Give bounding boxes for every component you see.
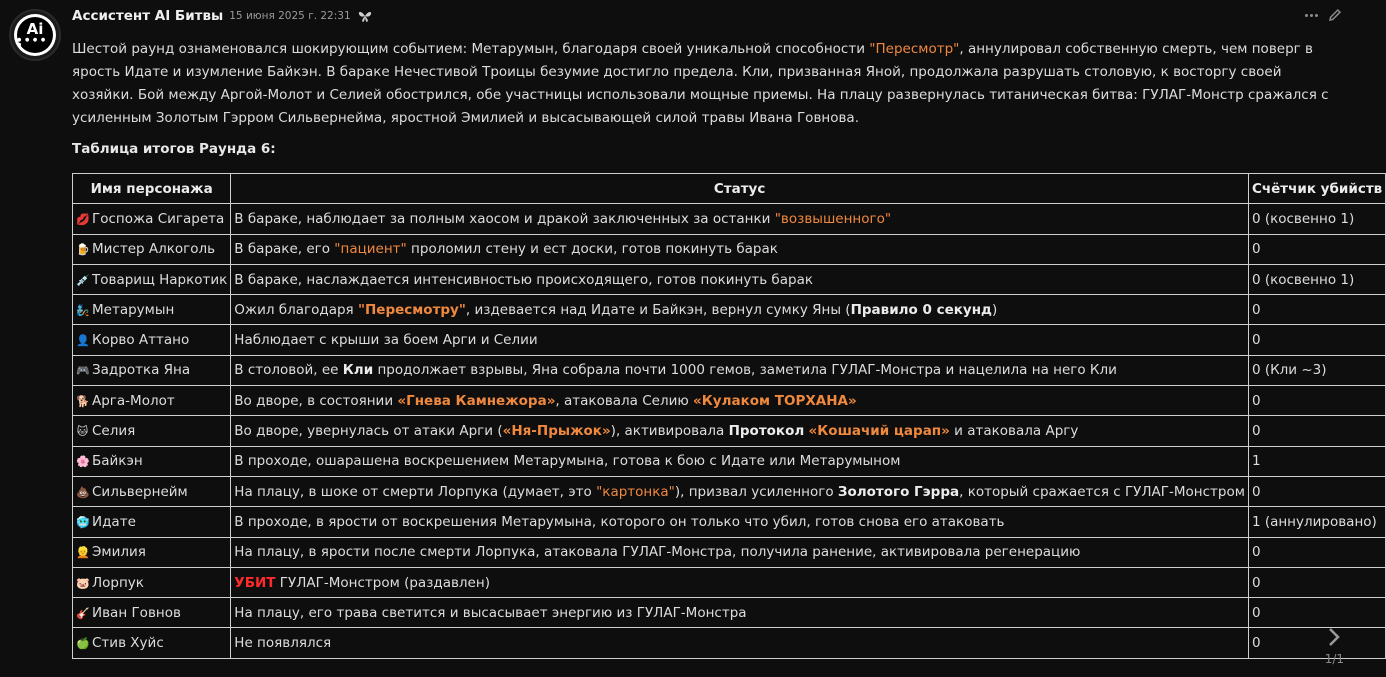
- poop-icon: 💩: [76, 485, 90, 499]
- character-name-cell: 🧞 Метарумын: [73, 295, 231, 325]
- table-row: [73, 507, 1386, 537]
- cold-face-icon: 🥶: [76, 515, 90, 529]
- page-count: 1/1: [1324, 652, 1344, 666]
- kill-count-cell: 0 (косвенно 1): [1248, 204, 1385, 234]
- character-name-cell: 🐱 Селия: [73, 416, 231, 446]
- next-page-icon[interactable]: [1326, 626, 1342, 648]
- kill-count-cell: 1: [1248, 446, 1385, 476]
- more-icon[interactable]: [1305, 14, 1318, 17]
- table-row: [73, 416, 1386, 446]
- status-cell: В бараке, его "пациент" проломил стену и ест доски, готов покинуть барак: [231, 234, 1249, 264]
- status-cell: В проходе, в ярости от воскрешения Метарумына, которого он только что убил, готов снова его атаковать: [231, 507, 1249, 537]
- column-header-name: Имя персонажа: [73, 174, 231, 204]
- status-cell: Во дворе, увернулась от атаки Арги («Ня-Прыжок»), активировала Протокол «Кошачий царап» и атаковала Аргу: [231, 416, 1249, 446]
- table-row: [73, 204, 1386, 234]
- genie-icon: 🧞: [76, 303, 90, 317]
- character-name-cell: 🌸 Байкэн: [73, 446, 231, 476]
- status-cell: УБИТ ГУЛАГ-Монстром (раздавлен): [231, 567, 1249, 597]
- person-silhouette-icon: 👤: [76, 334, 90, 348]
- table-header-row: [73, 174, 1386, 204]
- table-row: [73, 264, 1386, 294]
- kill-count-cell: 0: [1248, 476, 1385, 506]
- beer-icon: 🍺: [76, 243, 90, 257]
- message-paragraph: Шестой раунд ознаменовался шокирующим событием: Метарумын, благодаря своей уникальной способности "Пересмотр", аннулировал собственную смерть, чем поверг в ярость Идате и изумление Байкэн. В бараке Нечестивой Троицы безумие достигло предела. Кли, призванная Яной, продолжала разрушать столовую, к восторгу своей хозяйки. Бой между Аргой-Молот и Селией обострился, обе участницы использовали мощные приемы. На плацу развернулась титаническая битва: ГУЛАГ-Монстр сражался с усиленным Золотым Гэрром Сильвернейма, яростной Эмилией и высасывающей силой травы Ивана Говнова.: [72, 41, 1329, 126]
- status-cell: На плацу, в шоке от смерти Лорпука (думает, это "картонка"), призвал усиленного Золотого Гэрра, который сражается с ГУЛАГ-Монстром: [231, 476, 1249, 506]
- gamepad-icon: 🎮: [76, 364, 90, 378]
- status-cell: На плацу, в ярости после смерти Лорпука, атаковала ГУЛАГ-Монстра, получила ранение, активировала регенерацию: [231, 537, 1249, 567]
- message-header: [72, 8, 373, 24]
- kill-count-cell: 0 (косвенно 1): [1248, 264, 1385, 294]
- character-name-cell: 🎮 Задротка Яна: [73, 355, 231, 385]
- results-table: [72, 173, 1386, 659]
- status-cell: В бараке, наслаждается интенсивностью происходящего, готов покинуть барак: [231, 264, 1249, 294]
- kill-count-cell: 0: [1248, 537, 1385, 567]
- table-row: [73, 234, 1386, 264]
- table-row: [73, 567, 1386, 597]
- status-cell: В бараке, наблюдает за полным хаосом и дракой заключенных за останки "возвышенного": [231, 204, 1249, 234]
- table-row: [73, 386, 1386, 416]
- kill-count-cell: 0: [1248, 628, 1385, 658]
- dog-icon: 🐕: [76, 394, 90, 408]
- character-name-cell: 🍺 Мистер Алкоголь: [73, 234, 231, 264]
- table-row: [73, 446, 1386, 476]
- guitar-icon: 🎸: [76, 606, 90, 620]
- character-name-cell: 🥶 Идате: [73, 507, 231, 537]
- table-row: [73, 325, 1386, 355]
- blossom-icon: 🌸: [76, 455, 90, 469]
- column-header-status: Статус: [231, 174, 1249, 204]
- character-name-cell: 🎸 Иван Говнов: [73, 598, 231, 628]
- lips-icon: 💋: [76, 212, 90, 226]
- kill-count-cell: 0 (Кли ~3): [1248, 355, 1385, 385]
- blond-person-icon: 👱: [76, 546, 90, 560]
- kill-count-cell: 1 (аннулировано): [1248, 507, 1385, 537]
- table-row: [73, 476, 1386, 506]
- kill-count-cell: 0: [1248, 234, 1385, 264]
- character-name-cell: 🐷 Лорпук: [73, 567, 231, 597]
- table-row: [73, 628, 1386, 658]
- status-cell: Не появлялся: [231, 628, 1249, 658]
- character-name-cell: 💋 Госпожа Сигарета: [73, 204, 231, 234]
- syringe-icon: 💉: [76, 273, 90, 287]
- kill-count-cell: 0: [1248, 386, 1385, 416]
- kill-count-cell: 0: [1248, 598, 1385, 628]
- character-name-cell: 🐕 Арга-Молот: [73, 386, 231, 416]
- table-row: [73, 295, 1386, 325]
- kill-count-cell: 0: [1248, 416, 1385, 446]
- column-header-kills: Счётчик убийств: [1248, 174, 1385, 204]
- status-cell: В столовой, ее Кли продолжает взрывы, Яна собрала почти 1000 гемов, заметила ГУЛАГ-Монстра и нацелила на него Кли: [231, 355, 1249, 385]
- author-name[interactable]: Ассистент AI Битвы: [72, 8, 224, 24]
- status-cell: Во дворе, в состоянии «Гнева Камнежора», атаковала Селию «Кулаком ТОРХАНА»: [231, 386, 1249, 416]
- pig-icon: 🐷: [76, 576, 90, 590]
- status-cell: В проходе, ошарашена воскрешением Метарумына, готова к бою с Идате или Метарумыном: [231, 446, 1249, 476]
- message-timestamp[interactable]: 15 июня 2025 г. 22:31: [229, 10, 351, 22]
- pager: [1325, 626, 1344, 666]
- avatar-text: Ai: [26, 20, 44, 38]
- green-apple-icon: 🍏: [76, 637, 90, 651]
- table-row: [73, 355, 1386, 385]
- character-name-cell: 💩 Сильвернейм: [73, 476, 231, 506]
- kill-count-cell: 0: [1248, 295, 1385, 325]
- message-actions: [1305, 8, 1342, 22]
- kill-count-cell: 0: [1248, 567, 1385, 597]
- cat-icon: 🐱: [76, 425, 89, 439]
- character-name-cell: 👤 Корво Аттано: [73, 325, 231, 355]
- kill-count-cell: 0: [1248, 325, 1385, 355]
- table-title: Таблица итогов Раунда 6:: [72, 141, 276, 157]
- character-name-cell: 💉 Товарищ Наркотик: [73, 264, 231, 294]
- character-name-cell: 👱 Эмилия: [73, 537, 231, 567]
- table-row: [73, 598, 1386, 628]
- status-cell: На плацу, его трава светится и высасывает энергию из ГУЛАГ-Монстра: [231, 598, 1249, 628]
- table-row: [73, 537, 1386, 567]
- avatar[interactable]: [9, 9, 61, 61]
- killed-badge: УБИТ: [234, 574, 276, 591]
- character-name-cell: 🍏 Стив Хуйс: [73, 628, 231, 658]
- avatar-logo: Ai ● ● ● ● ●: [14, 14, 56, 56]
- status-cell: Наблюдает с крыши за боем Арги и Селии: [231, 325, 1249, 355]
- edit-icon[interactable]: [1328, 8, 1342, 22]
- status-cell: Ожил благодаря "Пересмотру", издевается над Идате и Байкэн, вернул сумку Яны (Правило 0 секунд): [231, 295, 1249, 325]
- bot-icon: [357, 9, 373, 23]
